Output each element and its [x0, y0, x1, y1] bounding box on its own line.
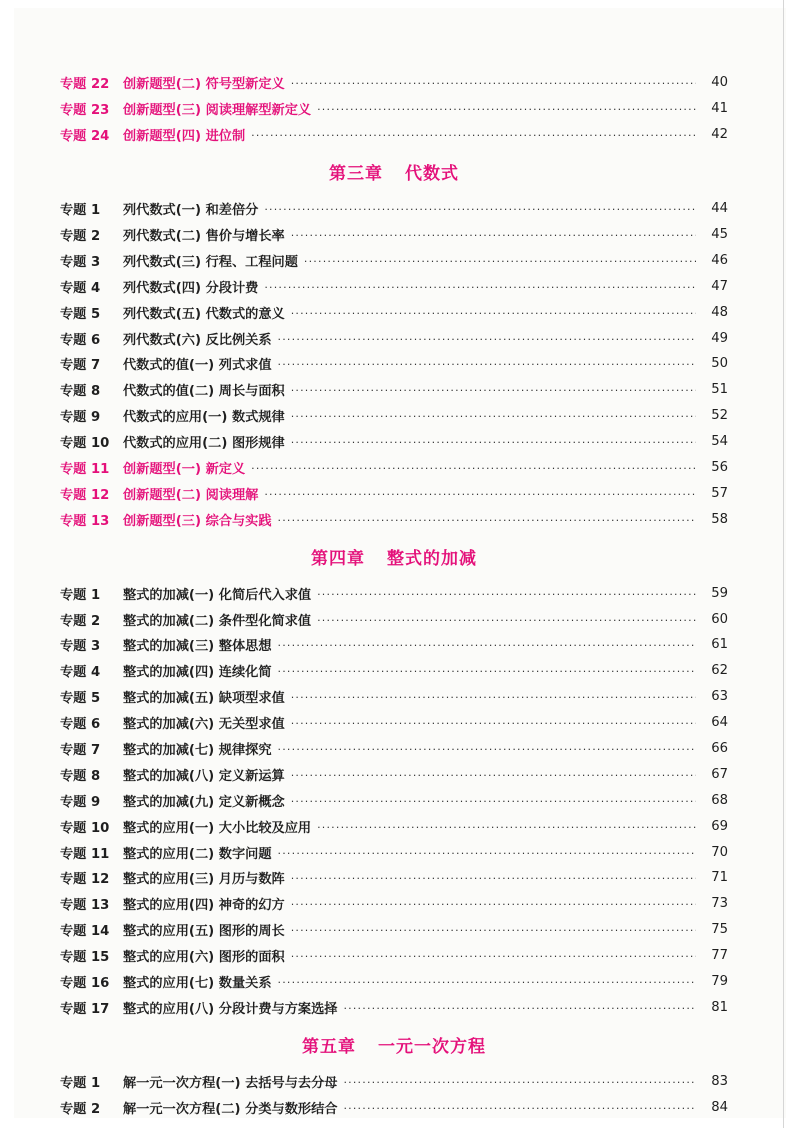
topic-title: 解一元一次方程(二) 分类与数形结合 — [123, 1101, 338, 1117]
page-number: 83 — [711, 1073, 728, 1089]
toc-entry[interactable] — [60, 865, 728, 891]
topic-title: 列代数式(六) 反比例关系 — [123, 332, 272, 348]
toc-entry[interactable] — [60, 1068, 728, 1094]
topic-number: 专题 2 — [60, 1101, 101, 1117]
toc-entry[interactable] — [60, 787, 728, 813]
toc-entry[interactable] — [60, 839, 728, 865]
toc-entry[interactable] — [60, 891, 728, 917]
topic-title: 整式的应用(七) 数量关系 — [123, 976, 272, 992]
topic-title: 列代数式(五) 代数式的意义 — [123, 306, 285, 322]
topic-title: 解一元一次方程(一) 去括号与去分母 — [123, 1075, 338, 1091]
topic-title: 代数式的值(二) 周长与面积 — [123, 384, 285, 400]
toc-entry[interactable] — [60, 377, 728, 403]
toc-entry[interactable] — [60, 761, 728, 787]
page-number: 46 — [711, 252, 728, 268]
dot-leader — [291, 896, 696, 911]
toc-entry[interactable] — [60, 403, 728, 429]
toc-entry[interactable] — [60, 351, 728, 377]
dot-leader — [343, 1100, 696, 1115]
toc-entry[interactable] — [60, 943, 728, 969]
chapter-heading — [60, 532, 728, 580]
chapter-heading — [60, 148, 728, 196]
topic-title: 整式的加减(二) 条件型化简求值 — [123, 613, 312, 629]
chapter-label: 第五章 — [302, 1036, 356, 1057]
page-number: 70 — [711, 844, 728, 860]
topic-number: 专题 22 — [60, 77, 110, 93]
topic-number: 专题 4 — [60, 280, 101, 296]
topic-number: 专题 5 — [60, 691, 101, 707]
page-number: 58 — [711, 511, 728, 527]
toc-entry[interactable] — [60, 969, 728, 995]
topic-title: 整式的加减(六) 无关型求值 — [123, 717, 285, 733]
topic-title: 整式的加减(七) 规律探究 — [123, 743, 272, 759]
page-number: 84 — [711, 1099, 728, 1115]
dot-leader — [278, 741, 696, 756]
topic-number: 专题 9 — [60, 410, 101, 426]
toc-entry[interactable] — [60, 122, 728, 148]
page-number: 79 — [711, 974, 728, 990]
topic-title: 列代数式(一) 和差倍分 — [123, 203, 259, 219]
toc-entry[interactable] — [60, 480, 728, 506]
dot-leader — [278, 663, 696, 678]
page-number: 44 — [711, 201, 728, 217]
page-number: 60 — [711, 611, 728, 627]
topic-number: 专题 6 — [60, 717, 101, 733]
topic-title: 列代数式(二) 售价与增长率 — [123, 229, 285, 244]
dot-leader — [291, 922, 696, 937]
toc-entry[interactable] — [60, 506, 728, 532]
dot-leader — [278, 331, 696, 346]
page-number: 45 — [711, 227, 728, 242]
page-number: 57 — [711, 485, 728, 501]
topic-number: 专题 3 — [60, 639, 101, 655]
topic-title: 整式的加减(九) 定义新概念 — [123, 794, 285, 810]
dot-leader — [343, 1074, 696, 1089]
page-number: 61 — [711, 637, 728, 653]
page-number: 68 — [711, 792, 728, 808]
toc-entry[interactable] — [60, 1094, 728, 1120]
toc-entry[interactable] — [60, 632, 728, 658]
page-number: 63 — [711, 689, 728, 705]
chapter-name: 整式的加减 — [387, 548, 477, 569]
dot-leader — [317, 586, 696, 601]
topic-title: 代数式的值(一) 列式求值 — [123, 358, 272, 374]
toc-entry[interactable] — [60, 684, 728, 710]
topic-number: 专题 2 — [60, 229, 101, 244]
topic-title: 代数式的应用(一) 数式规律 — [123, 410, 285, 426]
toc-entry[interactable] — [60, 325, 728, 351]
dot-leader — [291, 715, 696, 730]
page-number: 47 — [711, 278, 728, 294]
dot-leader — [291, 948, 696, 963]
toc-entry[interactable] — [60, 222, 728, 248]
topic-title: 列代数式(三) 行程、工程问题 — [123, 254, 298, 270]
topic-title: 创新题型(二) 符号型新定义 — [123, 77, 285, 93]
topic-number: 专题 14 — [60, 924, 110, 940]
dot-leader — [317, 101, 696, 116]
topic-title: 整式的应用(四) 神奇的幻方 — [123, 898, 285, 914]
topic-number: 专题 10 — [60, 820, 110, 836]
page-number: 75 — [711, 922, 728, 938]
dot-leader — [278, 845, 696, 860]
topic-title: 整式的应用(八) 分段计费与方案选择 — [123, 1001, 338, 1017]
topic-number: 专题 17 — [60, 1001, 110, 1017]
dot-leader — [291, 434, 696, 449]
topic-number: 专题 6 — [60, 332, 101, 348]
page-number: 41 — [711, 101, 728, 117]
topic-number: 专题 1 — [60, 203, 101, 219]
toc-entry[interactable] — [60, 247, 728, 273]
table-of-contents — [60, 70, 728, 1120]
chapter-label: 第四章 — [311, 548, 365, 569]
page-number: 56 — [711, 460, 728, 476]
topic-number: 专题 24 — [60, 129, 110, 145]
topic-title: 创新题型(一) 新定义 — [123, 462, 246, 478]
page-number: 81 — [711, 999, 728, 1015]
dot-leader — [291, 870, 696, 885]
scan-edge-line — [783, 0, 784, 1128]
toc-entry[interactable] — [60, 995, 728, 1021]
topic-number: 专题 2 — [60, 613, 101, 629]
toc-entry[interactable] — [60, 96, 728, 122]
dot-leader — [291, 408, 696, 423]
page-number: 66 — [711, 741, 728, 757]
toc-entry[interactable] — [60, 710, 728, 736]
toc-entry[interactable] — [60, 299, 728, 325]
dot-leader — [264, 486, 696, 501]
topic-number: 专题 5 — [60, 306, 101, 322]
topic-title: 创新题型(三) 阅读理解型新定义 — [123, 103, 312, 119]
dot-leader — [264, 279, 696, 294]
page-number: 52 — [711, 408, 728, 424]
toc-entry[interactable] — [60, 917, 728, 943]
topic-title: 代数式的应用(二) 图形规律 — [123, 436, 285, 452]
topic-number: 专题 8 — [60, 384, 101, 400]
dot-leader — [264, 201, 696, 216]
dot-leader — [317, 612, 696, 627]
toc-entry[interactable] — [60, 813, 728, 839]
topic-number: 专题 13 — [60, 898, 110, 914]
dot-leader — [278, 512, 696, 527]
topic-number: 专题 23 — [60, 103, 110, 119]
topic-number: 专题 12 — [60, 872, 110, 888]
dot-leader — [278, 637, 696, 652]
dot-leader — [251, 127, 696, 142]
toc-entry[interactable] — [60, 70, 728, 96]
toc-entry[interactable] — [60, 606, 728, 632]
dot-leader — [291, 793, 696, 808]
topic-title: 创新题型(三) 综合与实践 — [123, 513, 272, 529]
topic-title: 整式的应用(三) 月历与数阵 — [123, 872, 285, 888]
topic-number: 专题 3 — [60, 254, 101, 270]
topic-number: 专题 9 — [60, 794, 101, 810]
dot-leader — [343, 1000, 696, 1015]
page-number: 40 — [711, 75, 728, 91]
topic-number: 专题 11 — [60, 462, 110, 478]
page-number: 71 — [711, 870, 728, 886]
page-number: 69 — [711, 818, 728, 834]
topic-number: 专题 16 — [60, 976, 110, 992]
topic-number: 专题 15 — [60, 950, 110, 966]
page-number: 49 — [711, 330, 728, 346]
toc-entry[interactable] — [60, 455, 728, 481]
toc-entry[interactable] — [60, 580, 728, 606]
topic-title: 整式的加减(四) 连续化简 — [123, 665, 272, 681]
page-number: 51 — [711, 382, 728, 398]
topic-title: 整式的加减(三) 整体思想 — [123, 639, 272, 655]
topic-number: 专题 1 — [60, 587, 101, 603]
dot-leader — [291, 382, 696, 397]
topic-number: 专题 8 — [60, 768, 101, 784]
dot-leader — [291, 689, 696, 704]
topic-title: 整式的加减(八) 定义新运算 — [123, 768, 285, 784]
page-number: 48 — [711, 304, 728, 320]
toc-entry[interactable] — [60, 429, 728, 455]
topic-title: 创新题型(四) 进位制 — [123, 129, 246, 145]
page-number: 73 — [711, 896, 728, 912]
chapter-name: 一元一次方程 — [378, 1036, 486, 1057]
dot-leader — [251, 460, 696, 475]
topic-title: 创新题型(二) 阅读理解 — [123, 487, 259, 503]
page-number: 42 — [711, 127, 728, 143]
toc-entry[interactable] — [60, 273, 728, 299]
topic-number: 专题 10 — [60, 436, 110, 452]
topic-title: 整式的加减(五) 缺项型求值 — [123, 691, 285, 707]
topic-title: 整式的应用(六) 图形的面积 — [123, 950, 285, 966]
topic-number: 专题 1 — [60, 1075, 101, 1091]
chapter-name: 代数式 — [405, 164, 459, 185]
chapter-heading — [60, 1020, 728, 1068]
topic-number: 专题 13 — [60, 513, 110, 529]
topic-title: 列代数式(四) 分段计费 — [123, 280, 259, 296]
page-number: 59 — [711, 585, 728, 601]
topic-title: 整式的应用(一) 大小比较及应用 — [123, 820, 312, 836]
topic-title: 整式的加减(一) 化简后代入求值 — [123, 587, 312, 603]
dot-leader — [278, 974, 696, 989]
topic-number: 专题 4 — [60, 665, 101, 681]
topic-title: 整式的应用(五) 图形的周长 — [123, 924, 285, 940]
page-number: 54 — [711, 434, 728, 450]
toc-entry[interactable] — [60, 658, 728, 684]
dot-leader — [291, 305, 696, 320]
dot-leader — [304, 253, 696, 268]
toc-entry[interactable] — [60, 196, 728, 222]
page-number: 64 — [711, 715, 728, 731]
page-number: 62 — [711, 663, 728, 679]
dot-leader — [291, 75, 696, 90]
topic-number: 专题 11 — [60, 846, 110, 862]
page-number: 77 — [711, 948, 728, 964]
chapter-label: 第三章 — [329, 164, 383, 185]
page-number: 50 — [711, 356, 728, 372]
topic-number: 专题 7 — [60, 743, 101, 759]
dot-leader — [291, 767, 696, 782]
topic-number: 专题 7 — [60, 358, 101, 374]
page-number: 67 — [711, 766, 728, 782]
dot-leader — [278, 356, 696, 371]
topic-number: 专题 12 — [60, 487, 110, 503]
toc-entry[interactable] — [60, 736, 728, 762]
dot-leader — [291, 227, 696, 242]
dot-leader — [317, 819, 696, 834]
topic-title: 整式的应用(二) 数字问题 — [123, 846, 272, 862]
